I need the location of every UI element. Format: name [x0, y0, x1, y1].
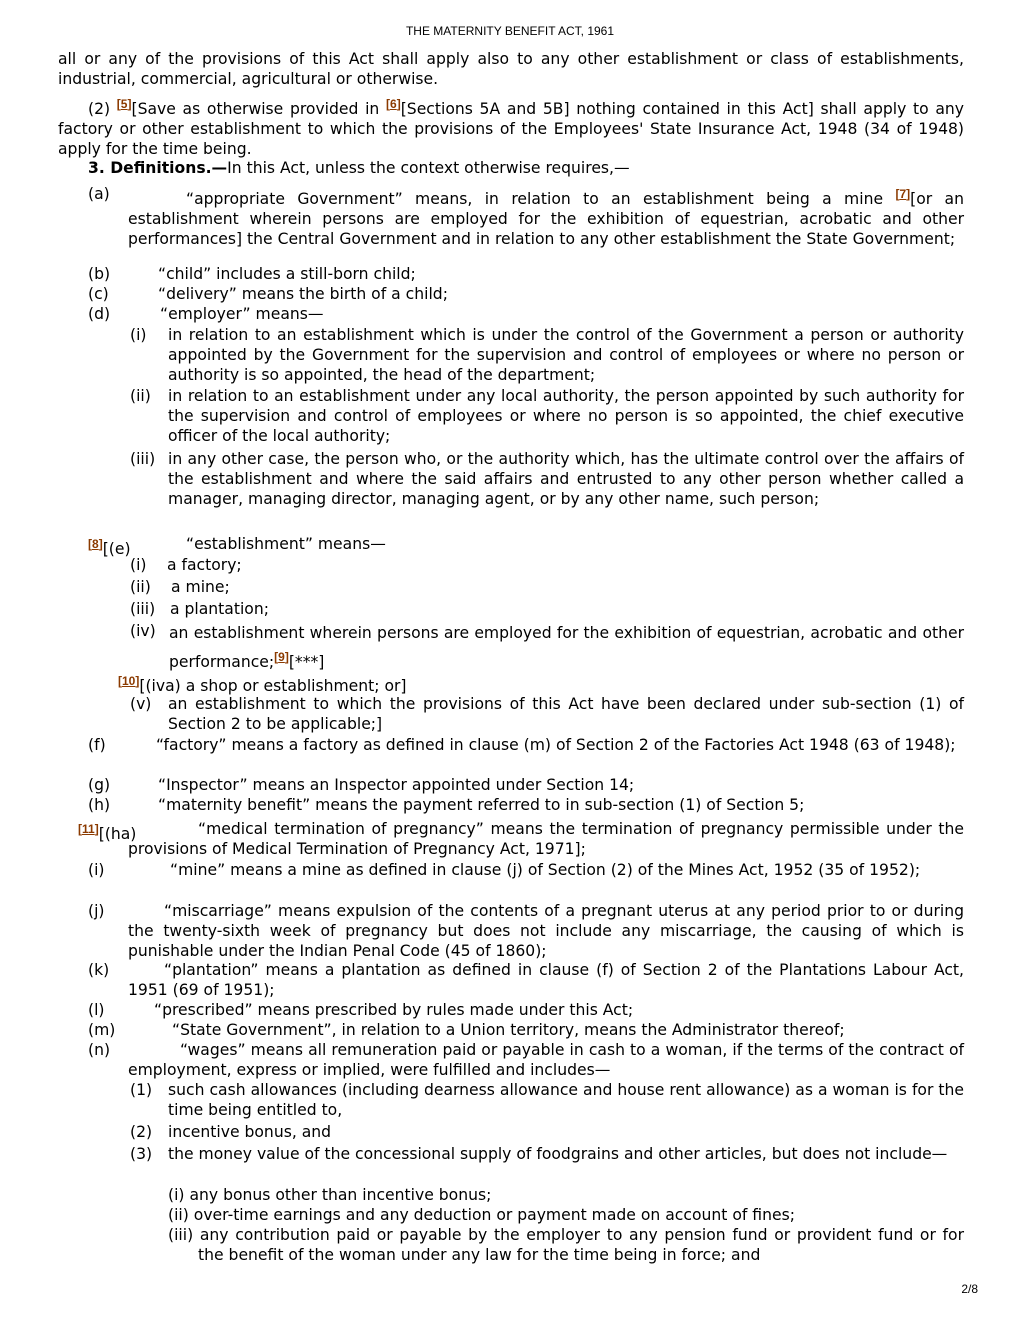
definition-m-text: “State Government”, in relation to a Union territory, means the Administrator thereof; — [172, 1021, 845, 1039]
definition-n — [58, 1040, 964, 1080]
section-3-title: 3. Definitions.— — [88, 159, 228, 177]
definition-e-item-i-label: (i) — [130, 556, 147, 574]
definition-j-text: “miscarriage” means expulsion of the contents of a pregnant uterus at any period prior to or during the twenty-sixth week of pregnancy but does not include any miscarriage, the causing of which is punishable under the Indian Penal Code (45 of 1860); — [128, 902, 964, 960]
definition-ha-text: “medical termination of pregnancy” means the termination of pregnancy permissible under the provisions of Medical Termination of Pregnancy Act, 1971]; — [128, 820, 964, 858]
definition-n-item-1-label: (1) — [130, 1081, 153, 1099]
definition-n-item-3-label: (3) — [130, 1145, 153, 1163]
definition-d-item-i-label: (i) — [130, 326, 147, 344]
definition-n-item-1-text: such cash allowances (including dearness allowance and house rent allowance) as a woman is for the time being entitled to, — [168, 1081, 964, 1119]
subsection-2 — [58, 94, 964, 159]
definition-g-label: (g) — [88, 776, 111, 794]
footnote-ref-9[interactable]: [ $^9$ ] — [274, 650, 289, 664]
definition-e-item-ii-text: a mine; — [171, 578, 230, 596]
definition-e-item-v-label: (v) — [130, 695, 152, 713]
definition-e-item-iv-text-2: [***] — [288, 653, 325, 671]
definition-d-item-ii-text: in relation to an establishment under any local authority, the person appointed by such authority for the supervision and control of employees or where no person is so appointed, the chief executive officer of the local authority; — [168, 387, 964, 445]
definition-l — [58, 1000, 964, 1020]
footnote-ref-6[interactable]: [ $^6$ ] — [386, 97, 401, 111]
definition-e-item-ii-label: (ii) — [130, 578, 151, 596]
definition-e-item-iii-text: a plantation; — [170, 600, 269, 618]
definition-i-text: “mine” means a mine as defined in clause (j) of Section (2) of the Mines Act, 1952 (35 of 1952); — [170, 861, 921, 879]
definition-e-item-iv — [130, 621, 964, 674]
definition-e-label-wrap — [88, 534, 131, 559]
definition-e-item-iv-label: (iv) — [130, 622, 156, 640]
definition-h — [58, 795, 964, 815]
definition-e-item-iva-label: [(iva) — [139, 677, 181, 695]
definition-d-text: “employer” means— — [160, 305, 324, 323]
definition-g — [58, 775, 964, 795]
definition-k-text: “plantation” means a plantation as defined in clause (f) of Section 2 of the Plantations Labour Act, 1951 (69 of 1951); — [128, 961, 964, 999]
definition-h-label: (h) — [88, 796, 111, 814]
definition-m — [58, 1020, 964, 1040]
definition-e-item-iii-label: (iii) — [130, 600, 156, 618]
footnote-ref-5[interactable]: [ $^5$ ] — [117, 97, 132, 111]
definition-n-item-3 — [130, 1144, 964, 1164]
definition-n-text: “wages” means all remuneration paid or payable in cash to a woman, if the terms of the contract of employment, express or implied, were fulfilled and includes— — [128, 1041, 964, 1079]
definition-h-text: “maternity benefit” means the payment referred to in sub-section (1) of Section 5; — [158, 796, 805, 814]
definition-a-text-2: [or an establishment wherein persons are employed for the exhibition of equestrian, acrobatic and other performances] the Central Government and in relation to any other establishment the State Government; — [128, 190, 964, 248]
definition-k-label: (k) — [88, 961, 110, 979]
definition-j — [58, 901, 964, 961]
footnote-ref-8[interactable]: [ $^8$ ] — [88, 537, 103, 551]
definition-n-item-2-label: (2) — [130, 1123, 153, 1141]
definition-a-label: (a) — [88, 185, 110, 203]
definition-n-item-2 — [130, 1122, 964, 1142]
definition-d-item-ii — [130, 386, 964, 446]
definition-a — [58, 184, 964, 249]
definition-d-item-iii-text: in any other case, the person who, or the authority which, has the ultimate control over the affairs of the establishment and where the said affairs and entrusted to any other person whether called a manager, managing director, managing agent, or by any other name, such person; — [168, 450, 964, 508]
definition-e-item-v-text: an establishment to which the provisions of this Act have been declared under sub-section (1) of Section 2 to be applicable;] — [168, 695, 964, 733]
exclusion-i: (i) any bonus other than incentive bonus; — [168, 1186, 492, 1204]
definition-ha-label-wrap — [78, 819, 136, 844]
definition-d-item-iii-label: (iii) — [130, 450, 156, 468]
definition-n-item-1 — [130, 1080, 964, 1120]
definition-e-item-ii — [130, 577, 964, 597]
footnote-ref-7[interactable]: [ $^7$ ] — [895, 187, 910, 201]
definition-ha — [58, 819, 964, 859]
definition-c-text: “delivery” means the birth of a child; — [158, 285, 448, 303]
definition-k — [58, 960, 964, 1000]
definition-b — [58, 264, 964, 284]
definition-a-text-1: “appropriate Government” means, in relation to an establishment being a mine — [186, 190, 884, 208]
definition-i-label: (i) — [88, 861, 105, 879]
definition-b-label: (b) — [88, 265, 111, 283]
exclusion-iii — [168, 1225, 964, 1265]
definition-e-item-iva — [118, 671, 964, 696]
section-3-heading — [88, 158, 964, 178]
definition-d-item-i-text: in relation to an establishment which is under the control of the Government a person or authority appointed by the Government for the supervision and control of employees or where no person or authority is so appointed, the head of the department; — [168, 326, 964, 384]
definition-l-text: “prescribed” means prescribed by rules made under this Act; — [154, 1001, 634, 1019]
definition-e-item-iva-text: a shop or establishment; or] — [185, 677, 407, 695]
footnote-ref-10[interactable]: [ $^{10}$ ] — [118, 674, 139, 688]
definition-e-item-iv-text: an establishment wherein persons are employed for the exhibition of equestrian, acrobatic and other performance; — [169, 624, 964, 671]
definition-n-item-3-text: the money value of the concessional supply of foodgrains and other articles, but does not include— — [168, 1145, 948, 1163]
definition-n-item-2-text: incentive bonus, and — [168, 1123, 332, 1141]
definition-g-text: “Inspector” means an Inspector appointed under Section 14; — [158, 776, 635, 794]
definition-d-item-iii — [130, 449, 964, 509]
page-number: 2/8 — [961, 1282, 978, 1296]
footnote-ref-11[interactable]: [ $^{11}$ ] — [78, 822, 99, 836]
definition-c — [58, 284, 964, 304]
definition-j-label: (j) — [88, 902, 105, 920]
section-3-intro: In this Act, unless the context otherwise requires,— — [227, 159, 630, 177]
subsection-2-text-1: [Save as otherwise provided in — [131, 100, 380, 118]
definition-e — [58, 534, 964, 558]
exclusion-ii: (ii) over-time earnings and any deduction or payment made on account of fines; — [168, 1206, 795, 1224]
subsection-2-number: (2) — [88, 100, 111, 118]
definition-d-item-i — [130, 325, 964, 385]
definition-d — [58, 304, 964, 324]
definition-e-item-v — [130, 694, 964, 734]
definition-f-label: (f) — [88, 736, 106, 754]
definition-e-item-iii — [130, 599, 964, 619]
definition-m-label: (m) — [88, 1021, 116, 1039]
definition-f — [58, 735, 964, 755]
definition-f-text: “factory” means a factory as defined in clause (m) of Section 2 of the Factories Act 1948 (63 of 1948); — [156, 736, 956, 754]
running-header: THE MATERNITY BENEFIT ACT, 1961 — [405, 24, 615, 38]
definition-l-label: (l) — [88, 1001, 105, 1019]
definition-e-label: [(e) — [102, 540, 131, 558]
definition-c-label: (c) — [88, 285, 109, 303]
definition-ha-label: [(ha) — [98, 825, 137, 843]
exclusion-iii-text: (iii) any contribution paid or payable by the employer to any pension fund or provident fund or for the benefit of the woman under any law for the time being in force; and — [168, 1226, 964, 1264]
definition-d-label: (d) — [88, 305, 111, 323]
definition-n-label: (n) — [88, 1041, 111, 1059]
definition-e-text: “establishment” means— — [186, 535, 386, 553]
subsection-2-text-2: [Sections 5A and 5B] nothing contained in this Act] shall apply to any factory or other establishment to which the provisions of the Employees' State Insurance Act, 1948 (34 of 1948) apply for the time being. — [58, 100, 965, 158]
definition-e-item-i — [130, 555, 964, 575]
definition-e-item-i-text: a factory; — [167, 556, 242, 574]
definition-b-text: “child” includes a still-born child; — [158, 265, 416, 283]
intro-paragraph: all or any of the provisions of this Act shall apply also to any other establishment or class of establishments, industrial, commercial, agricultural or otherwise. — [58, 50, 964, 88]
definition-i — [58, 860, 964, 880]
definition-d-item-ii-label: (ii) — [130, 387, 151, 405]
